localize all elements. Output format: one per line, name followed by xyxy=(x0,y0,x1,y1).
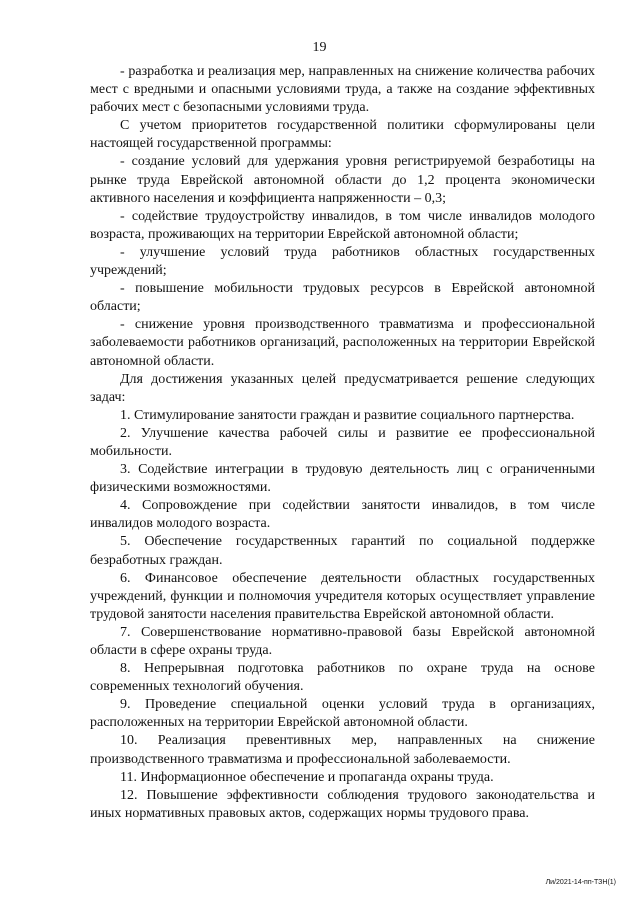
task-item-11: 11. Информационное обеспечение и пропаганда охраны труда. xyxy=(120,769,494,785)
task-item-3: 3. Содействие интеграции в трудовую деятельность лиц с ограниченными физическими возможностями. xyxy=(90,462,595,496)
task-item-4: 4. Сопровождение при содействии занятости инвалидов, в том числе инвалидов молодого возраста. xyxy=(90,498,595,532)
page-number: 19 xyxy=(312,40,327,55)
paragraph-program-goals-intro: С учетом приоритетов государственной политики сформулированы цели настоящей государственной программы: xyxy=(90,118,595,152)
task-item-7: 7. Совершенствование нормативно-правовой базы Еврейской автономной области в сфере охраны труда. xyxy=(90,624,595,658)
task-item-1: 1. Стимулирование занятости граждан и развитие социального партнерства. xyxy=(120,407,575,423)
task-item-6: 6. Финансовое обеспечение деятельности областных государственных учреждений, функции и полномочия учредителя которых осуществляет управление трудовой занятости населения правительства Еврейской автономной области. xyxy=(90,570,595,622)
task-item-2: 2. Улучшение качества рабочей силы и развитие ее профессиональной мобильности. xyxy=(90,425,595,459)
paragraph-goal-working-conditions: - улучшение условий труда работников областных государственных учреждений; xyxy=(90,244,595,279)
paragraph-tasks-intro: Для достижения указанных целей предусматривается решение следующих задач: xyxy=(90,371,595,405)
task-item-12: 12. Повышение эффективности соблюдения трудового законодательства и иных нормативных правовых актов, содержащих нормы трудового права. xyxy=(90,787,595,821)
task-item-5: 5. Обеспечение государственных гарантий по социальной поддержке безработных граждан. xyxy=(90,534,595,568)
paragraph-goal-disabled-employment: - содействие трудоустройству инвалидов, в том числе инвалидов молодого возраста, проживающих на территории Еврейской автономной области; xyxy=(90,208,595,242)
paragraph-goal-unemployment: - создание условий для удержания уровня регистрируемой безработицы на рынке труда Еврейской автономной области до 1,2 процента экономически активного населения и коэффициента напряженности – 0,3; xyxy=(90,154,595,206)
document-code: Ли/2021-14-пп-ТЗН(1) xyxy=(545,879,616,886)
document-body xyxy=(90,63,595,823)
task-item-10: 10. Реализация превентивных мер, направленных на снижение производственного травматизма и профессиональной заболеваемости. xyxy=(90,733,595,767)
task-item-8: 8. Непрерывная подготовка работников по охране труда на основе современных технологий обучения. xyxy=(90,661,595,695)
task-item-9: 9. Проведение специальной оценки условий труда в организациях, расположенных на территории Еврейской автономной области. xyxy=(90,697,595,731)
paragraph-goal-labor-mobility: - повышение мобильности трудовых ресурсов в Еврейской автономной области; xyxy=(90,281,595,315)
paragraph-measure-working-conditions: - разработка и реализация мер, направленных на снижение количества рабочих мест с вредными и опасными условиями труда, а также на создание эффективных рабочих мест с безопасными условиями труда. xyxy=(90,64,595,116)
paragraph-goal-injury-reduction: - снижение уровня производственного травматизма и профессиональной заболеваемости работников организаций, расположенных на территории Еврейской автономной области. xyxy=(90,317,595,369)
